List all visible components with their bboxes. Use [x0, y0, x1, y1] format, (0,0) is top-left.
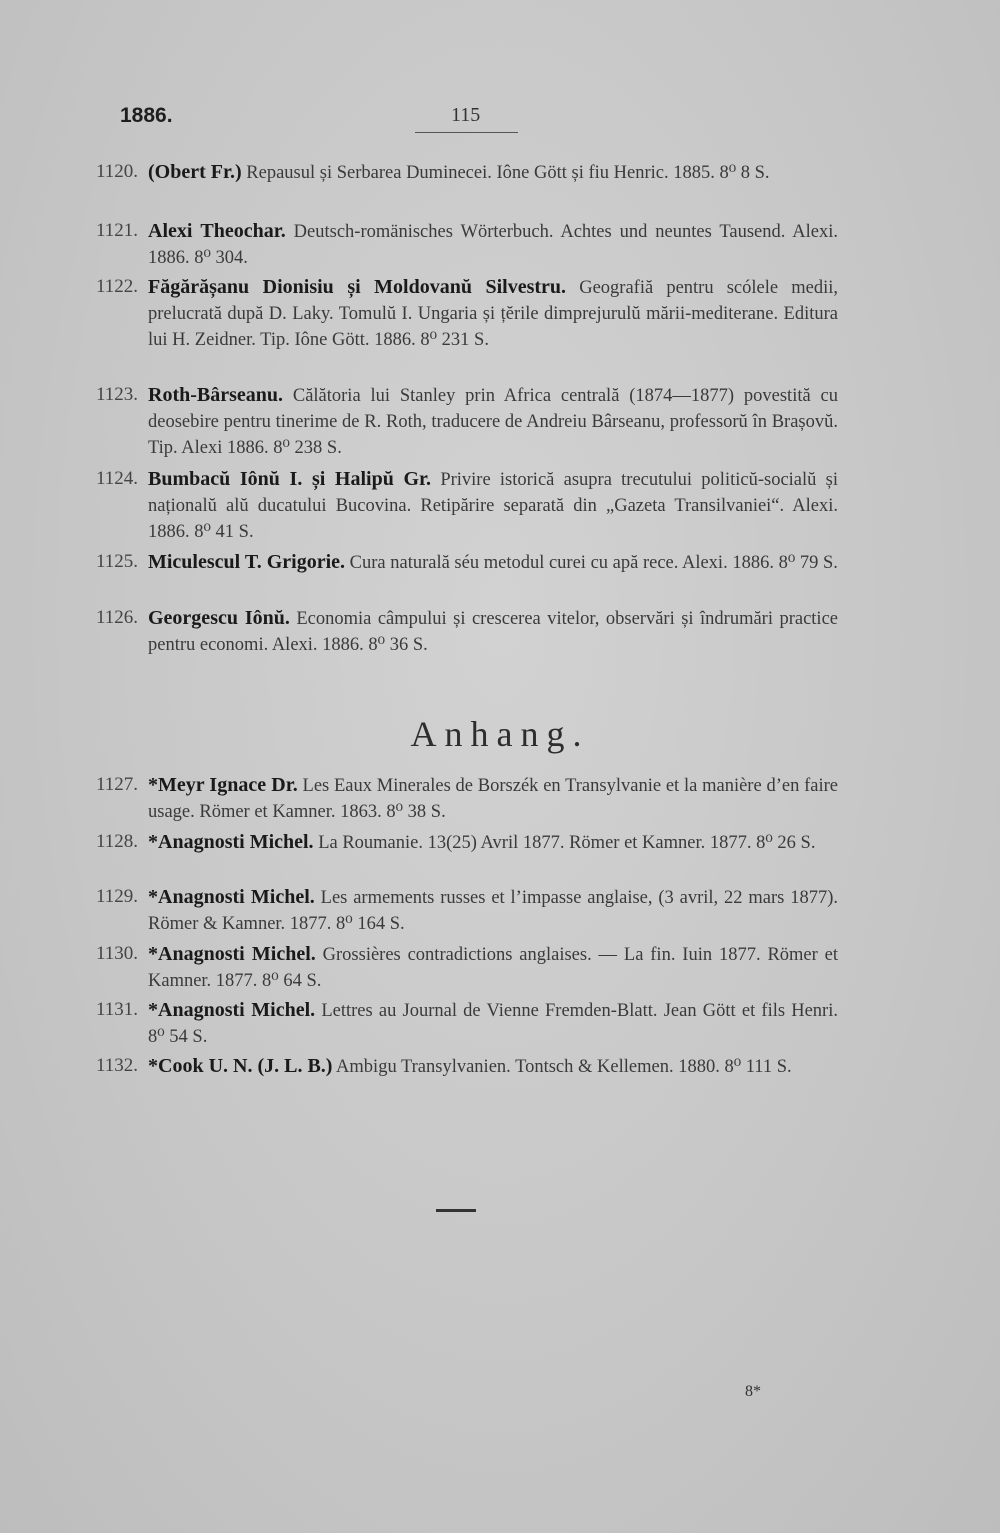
entry-author: Georgescu Iônŭ. [148, 607, 290, 629]
entry-description: Geografiă pentru scólele medii, prelucrată după D. Laky. Tomulŭ I. Ungaria și țĕrile dimprejurulŭ mării-mediterane. Editura lui H. Zeidner. Tip. Iône Gött. 1886. 8⁰ 231 S. [148, 278, 838, 350]
entry-number: 1123. [96, 384, 139, 405]
entry-text [148, 884, 838, 937]
entry-author: *Meyr Ignace Dr. [148, 774, 298, 796]
running-head [0, 104, 1000, 134]
entry-author: Alexi Theochar. [148, 220, 286, 242]
entry-text [148, 941, 838, 994]
entry-number: 1124. [96, 468, 139, 489]
entry-number: 1131. [96, 999, 139, 1020]
entry-author: *Anagnosti Michel. [148, 886, 315, 908]
entry-text [148, 466, 838, 545]
entry-text [148, 1053, 838, 1080]
entry-text [148, 549, 838, 576]
entry-text [148, 605, 838, 658]
entry-number: 1132. [96, 1055, 139, 1076]
entry-number: 1125. [96, 551, 139, 572]
entry-text [148, 772, 838, 825]
entry-number: 1129. [96, 886, 139, 907]
section-title-anhang: Anhang. [410, 714, 590, 754]
entry-number: 1122. [96, 276, 139, 297]
entry-description: Economia câmpului și crescerea vitelor, observări și îndrumări practice pentru economi. Alexi. 1886. 8⁰ 36 S. [148, 609, 838, 655]
entry-number: 1121. [96, 220, 139, 241]
header-rule [415, 132, 518, 133]
entry-author: *Anagnosti Michel. [148, 831, 314, 853]
entry-author: Miculescul T. Grigorie. [148, 551, 346, 573]
entry-author: Făgărășanu Dionisiu și Moldovanŭ Silvestru. [148, 276, 567, 298]
entry-description: Repausul și Serbarea Duminecei. Iône Gött și fiu Henric. 1885. 8⁰ 8 S. [241, 163, 770, 183]
entry-author: *Anagnosti Michel. [148, 943, 316, 965]
entry-author: Bumbacŭ Iônŭ I. și Halipŭ Gr. [148, 468, 432, 490]
entry-description: Călătoria lui Stanley prin Africa centrală (1874—1877) povestită cu deosebire pentru tinerime de R. Roth, traducere de Andreiu Bârseanu, professorŭ în Brașovŭ. Tip. Alexi 1886. 8⁰ 238 S. [148, 386, 838, 458]
entry-text [148, 997, 838, 1050]
entry-author: *Anagnosti Michel. [148, 999, 316, 1021]
entry-text [148, 829, 838, 856]
entry-text [148, 159, 838, 186]
entry-description: Grossières contradictions anglaises. — La fin. Iuin 1877. Römer et Kamner. 1877. 8⁰ 64 S. [148, 945, 838, 991]
entry-number: 1127. [96, 774, 139, 795]
closing-rule [436, 1209, 476, 1212]
entry-text [148, 218, 838, 271]
entry-description: Les armements russes et l’impasse anglaise, (3 avril, 22 mars 1877). Römer & Kamner. 1877. 8⁰ 164 S. [148, 888, 838, 934]
entry-author: *Cook U. N. (J. L. B.) [148, 1055, 333, 1077]
entry-description: Privire istorică asupra trecutului politicŭ-socialŭ și naționalŭ alŭ ducatului Bucovina. Retipărire separată din „Gazeta Transilvaniei“. Alexi. 1886. 8⁰ 41 S. [148, 470, 838, 542]
entry-number: 1126. [96, 607, 139, 628]
entry-author: Roth-Bârseanu. [148, 384, 284, 406]
entry-number: 1128. [96, 831, 139, 852]
running-head-year: 1886. [120, 104, 173, 127]
entry-text [148, 274, 838, 353]
entry-description: Cura naturală séu metodul curei cu apă rece. Alexi. 1886. 8⁰ 79 S. [345, 553, 838, 573]
entry-number: 1120. [96, 161, 139, 182]
entry-description: Deutsch-romänisches Wörterbuch. Achtes und neuntes Tausend. Alexi. 1886. 8⁰ 304. [148, 222, 839, 268]
entry-author: (Obert Fr.) [148, 161, 242, 183]
signature-mark: 8* [745, 1383, 761, 1400]
entry-description: La Roumanie. 13(25) Avril 1877. Römer et Kamner. 1877. 8⁰ 26 S. [313, 833, 816, 853]
entry-description: Les Eaux Minerales de Borszék en Transylvanie et la manière d’en faire usage. Römer et Kamner. 1863. 8⁰ 38 S. [148, 776, 838, 822]
page-number: 115 [451, 104, 481, 126]
entry-number: 1130. [96, 943, 139, 964]
entry-description: Lettres au Journal de Vienne Fremden-Blatt. Jean Gött et fils Henri. 8⁰ 54 S. [148, 1001, 838, 1047]
entry-description: Ambigu Transylvanien. Tontsch & Kellemen. 1880. 8⁰ 111 S. [332, 1057, 792, 1077]
entry-text [148, 382, 838, 461]
